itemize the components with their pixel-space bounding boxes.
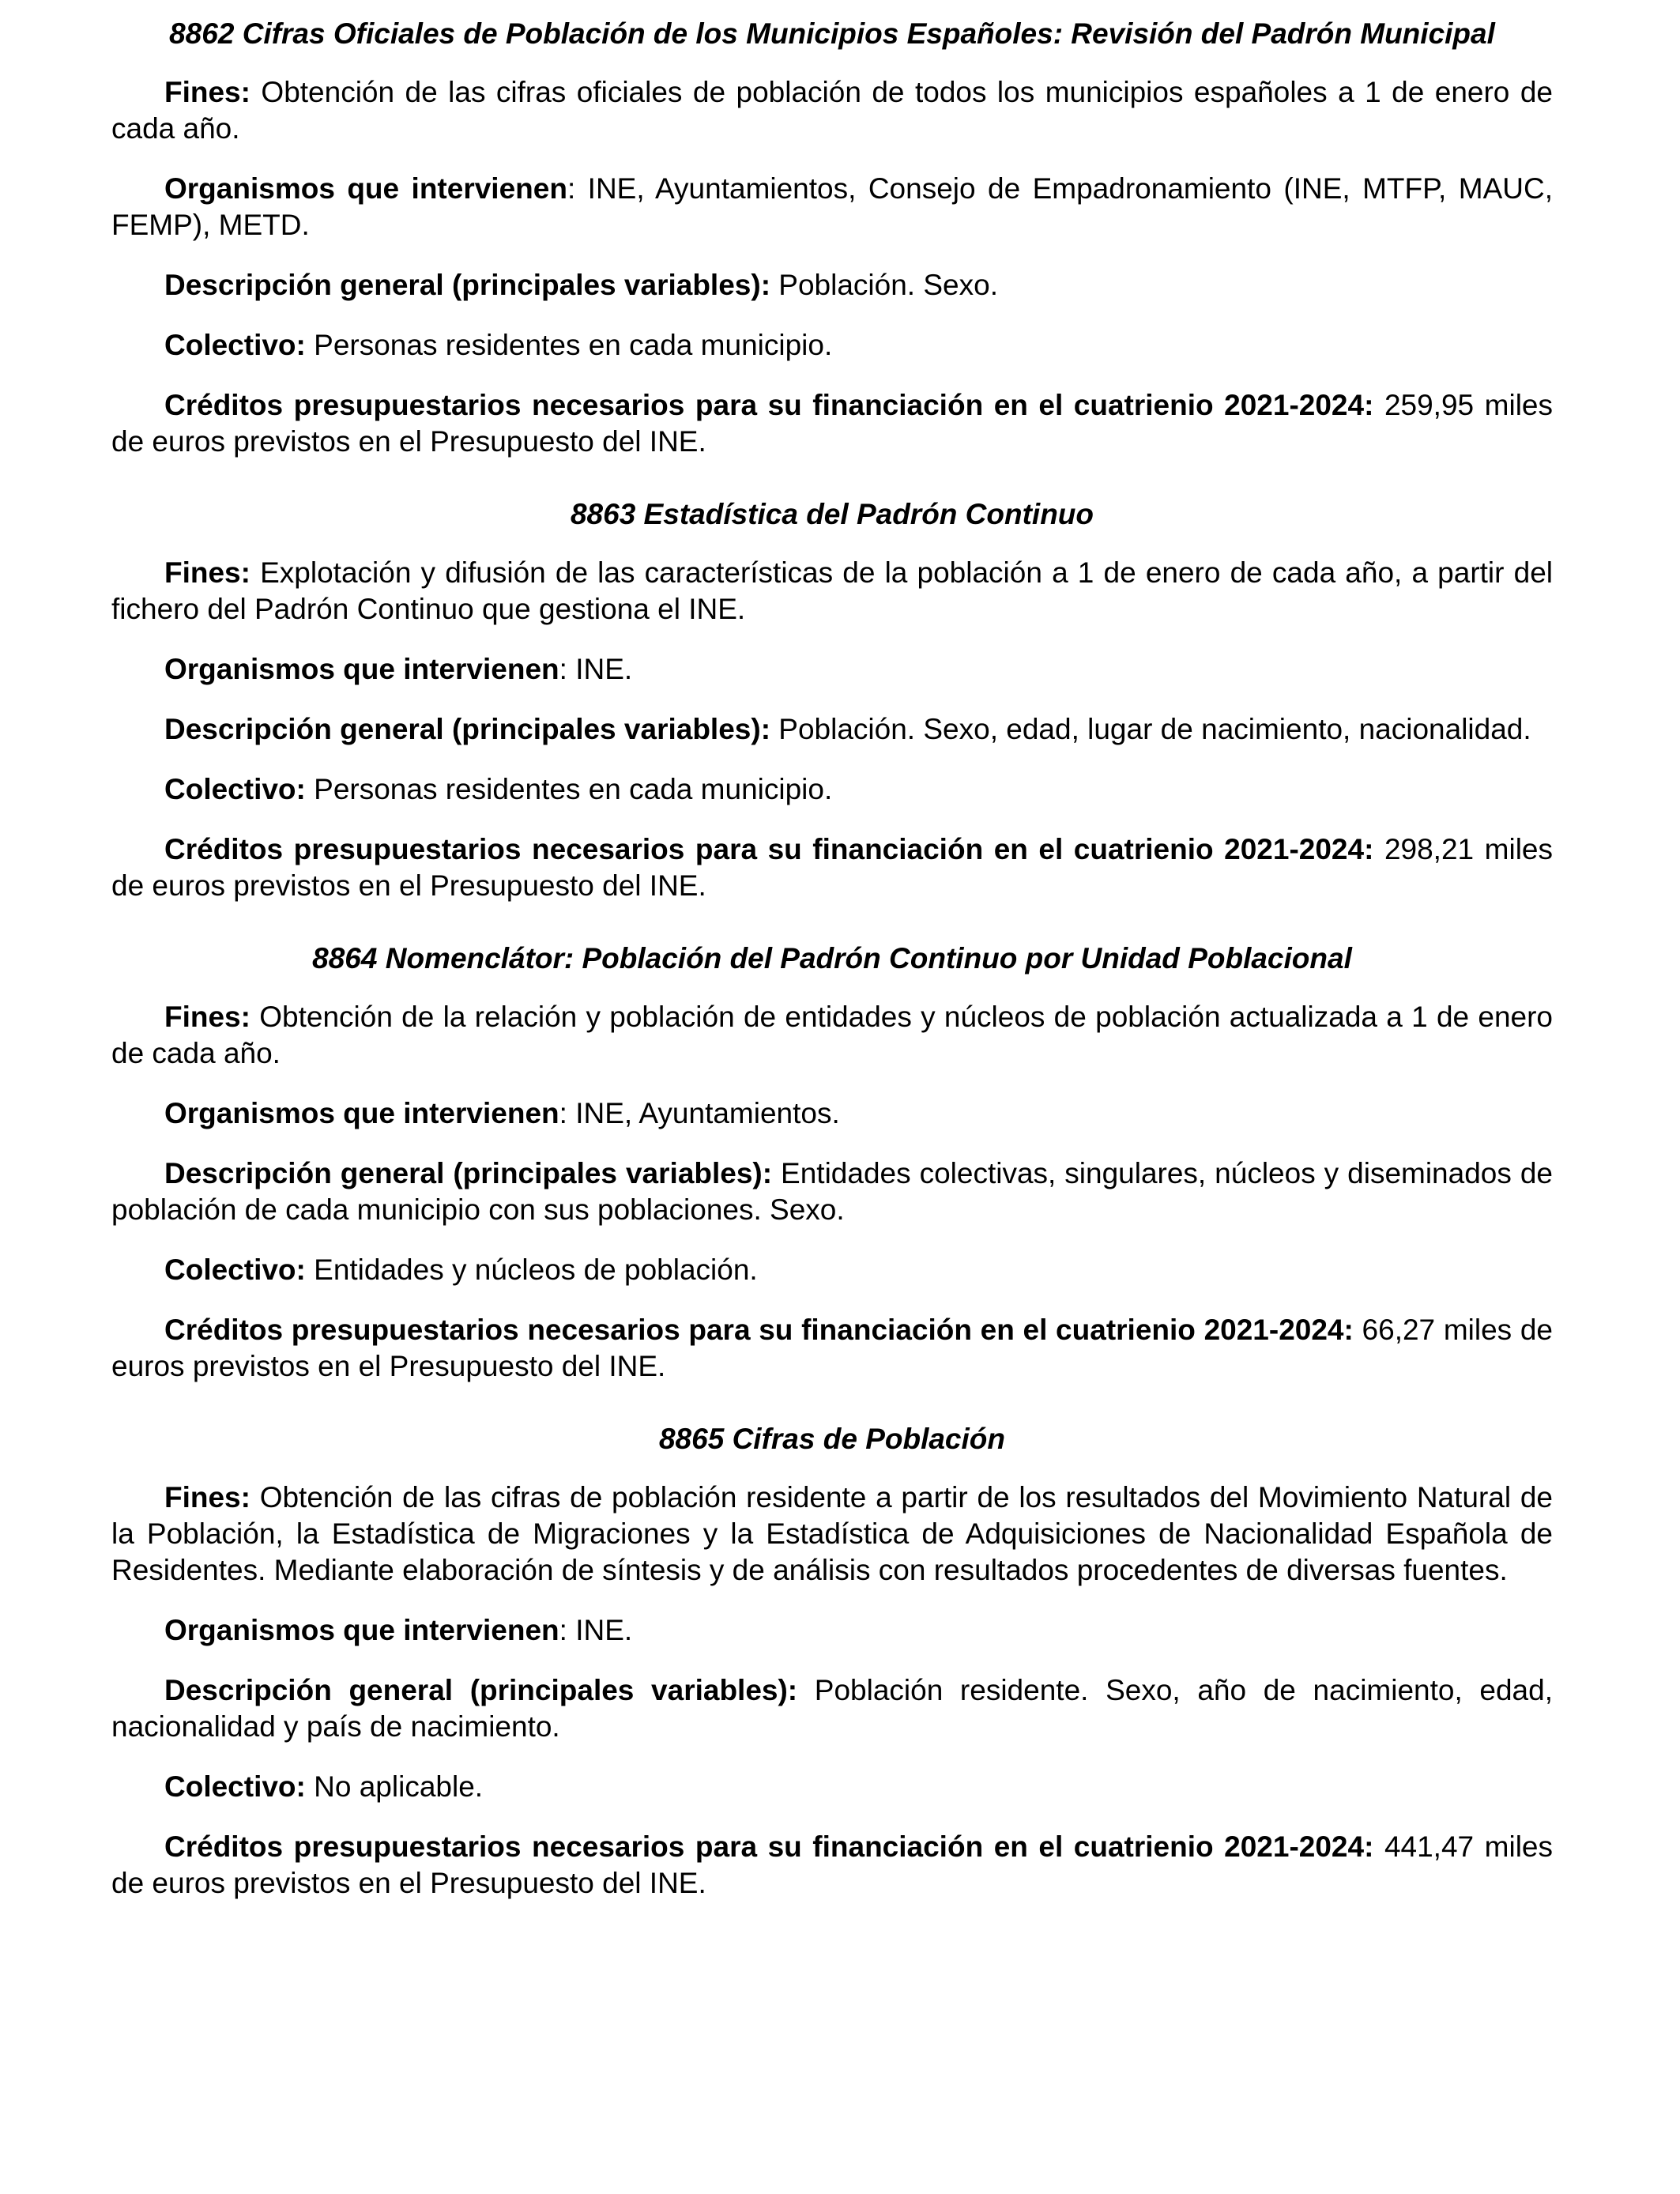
field-value: : INE, Ayuntamientos.	[559, 1097, 840, 1129]
field-descripcion	[111, 711, 1553, 748]
field-fines	[111, 74, 1553, 147]
field-label: Fines:	[164, 76, 250, 108]
field-value: Población. Sexo.	[770, 269, 998, 301]
field-label: Organismos que intervienen	[164, 1614, 559, 1646]
field-label: Organismos que intervienen	[164, 172, 567, 205]
section-title: 8862 Cifras Oficiales de Población de los Municipios Españoles: Revisión del Padrón Municipal	[169, 17, 1495, 50]
field-value: 259,95 miles de euros previstos en el Presupuesto del INE.	[111, 389, 1553, 458]
field-label: Colectivo:	[164, 1253, 306, 1286]
section-8863	[111, 496, 1553, 904]
field-value: Entidades colectivas, singulares, núcleos y diseminados de población de cada municipio con sus poblaciones. Sexo.	[111, 1157, 1553, 1226]
field-creditos	[111, 1312, 1553, 1385]
field-descripcion	[111, 1672, 1553, 1745]
field-label: Organismos que intervienen	[164, 653, 559, 685]
field-label: Fines:	[164, 1001, 250, 1033]
section-title: 8863 Estadística del Padrón Continuo	[570, 498, 1094, 530]
field-value: 441,47 miles de euros previstos en el Presupuesto del INE.	[111, 1830, 1553, 1899]
field-creditos	[111, 387, 1553, 460]
field-creditos	[111, 831, 1553, 904]
field-value: Entidades y núcleos de población.	[305, 1253, 758, 1286]
field-value: Obtención de las cifras de población residente a partir de los resultados del Movimiento Natural de la Población, la Estadística de Migraciones y la Estadística de Adquisiciones de Nacionalidad Española de Residentes. Mediante elaboración de síntesis y de análisis con resultados procedentes de diversas fuentes.	[111, 1481, 1553, 1586]
field-value: : INE.	[559, 653, 633, 685]
field-colectivo	[111, 1252, 1553, 1288]
section-8864	[111, 941, 1553, 1385]
field-value: No aplicable.	[305, 1770, 484, 1803]
field-value: Explotación y difusión de las características de la población a 1 de enero de cada año, a partir del fichero del Padrón Continuo que gestiona el INE.	[111, 556, 1553, 625]
field-label: Colectivo:	[164, 329, 306, 361]
field-fines	[111, 1480, 1553, 1589]
document-body	[111, 16, 1553, 1925]
field-label: Colectivo:	[164, 773, 306, 805]
field-value: : INE, Ayuntamientos, Consejo de Empadronamiento (INE, MTFP, MAUC, FEMP), METD.	[111, 172, 1553, 241]
field-label: Organismos que intervienen	[164, 1097, 559, 1129]
section-8862	[111, 16, 1553, 460]
field-label: Fines:	[164, 1481, 250, 1514]
field-label: Créditos presupuestarios necesarios para su financiación en el cuatrienio 2021-2024:	[164, 833, 1374, 865]
field-colectivo	[111, 771, 1553, 808]
field-label: Descripción general (principales variables):	[164, 1157, 773, 1189]
field-fines	[111, 555, 1553, 628]
field-label: Créditos presupuestarios necesarios para su financiación en el cuatrienio 2021-2024:	[164, 1830, 1374, 1863]
field-value: Personas residentes en cada municipio.	[305, 329, 833, 361]
field-value: Población residente. Sexo, año de nacimiento, edad, nacionalidad y país de nacimiento.	[111, 1674, 1553, 1743]
field-label: Créditos presupuestarios necesarios para su financiación en el cuatrienio 2021-2024:	[164, 1314, 1354, 1346]
field-organismos	[111, 651, 1553, 688]
field-colectivo	[111, 327, 1553, 364]
field-label: Descripción general (principales variables):	[164, 1674, 798, 1706]
section-title: 8865 Cifras de Población	[658, 1423, 1005, 1455]
field-label: Créditos presupuestarios necesarios para su financiación en el cuatrienio 2021-2024:	[164, 389, 1374, 421]
field-colectivo	[111, 1769, 1553, 1805]
field-organismos	[111, 1095, 1553, 1132]
field-value: : INE.	[559, 1614, 633, 1646]
field-descripcion	[111, 1155, 1553, 1228]
field-organismos	[111, 1612, 1553, 1649]
field-value: 298,21 miles de euros previstos en el Presupuesto del INE.	[111, 833, 1553, 902]
field-value: Población. Sexo, edad, lugar de nacimiento, nacionalidad.	[770, 713, 1531, 745]
field-value: 66,27 miles de euros previstos en el Presupuesto del INE.	[111, 1314, 1553, 1382]
field-label: Fines:	[164, 556, 250, 589]
field-value: Obtención de la relación y población de entidades y núcleos de población actualizada a 1 de enero de cada año.	[111, 1001, 1553, 1069]
field-label: Descripción general (principales variables):	[164, 269, 771, 301]
field-organismos	[111, 171, 1553, 243]
field-value: Obtención de las cifras oficiales de población de todos los municipios españoles a 1 de enero de cada año.	[111, 76, 1553, 145]
field-label: Colectivo:	[164, 1770, 306, 1803]
section-8865	[111, 1421, 1553, 1902]
field-fines	[111, 999, 1553, 1072]
field-creditos	[111, 1829, 1553, 1902]
section-title: 8864 Nomenclátor: Población del Padrón Continuo por Unidad Poblacional	[312, 942, 1352, 974]
field-descripcion	[111, 267, 1553, 303]
field-value: Personas residentes en cada municipio.	[305, 773, 833, 805]
field-label: Descripción general (principales variables):	[164, 713, 771, 745]
